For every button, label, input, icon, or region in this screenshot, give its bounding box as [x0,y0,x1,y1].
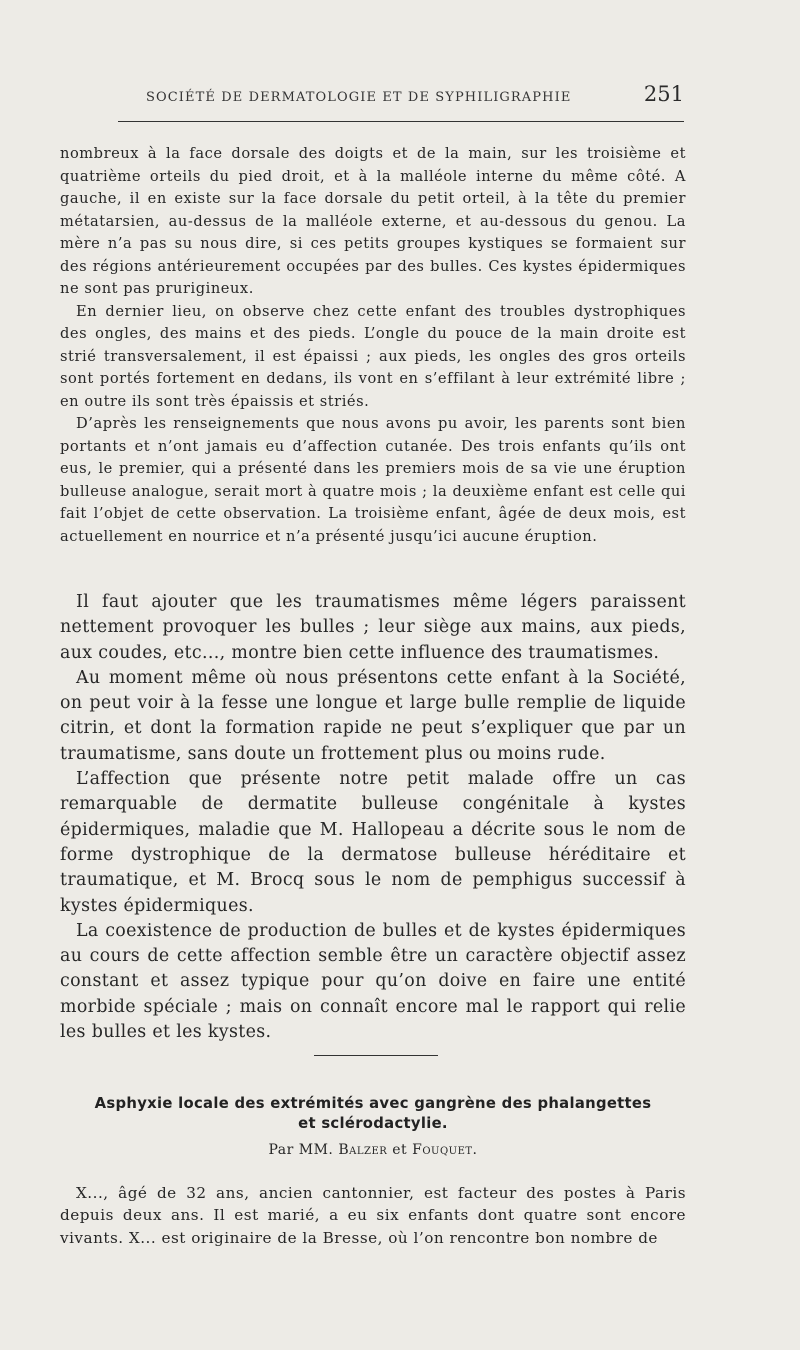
running-title: SOCIÉTÉ DE DERMATOLOGIE ET DE SYPHILIGRAPHIE [146,90,572,105]
paragraph: Il faut ajouter que les traumatismes même légers paraissent nettement provoquer les bulles ; leur siège aux mains, aux pieds, aux coudes, etc..., montre bien cette influence des traumatismes. [60,592,686,663]
article-body [60,1182,686,1249]
byline-conjunction: et [392,1142,408,1158]
paragraph: En dernier lieu, on observe chez cette enfant des troubles dystrophiques des ongles, des mains et des pieds. L’ongle du pouce de la main droite est strié transversalement, il est épaissi ; aux pieds, les ongles des gros orteils sont portés fortement en dedans, ils vont en s’effilant à leur extrémité libre ; en outre ils sont très épaissis et striés. [60,302,686,410]
observation-text [60,143,686,548]
paragraph: X..., âgé de 32 ans, ancien cantonnier, est facteur des postes à Paris depuis deux ans. Il est marié, a eu six enfants dont quatre sont encore vivants. X... est originaire de la Bresse, où l’on rencontre bon nombre de [60,1184,686,1247]
page-header [60,84,684,112]
byline-prefix: Par MM. [268,1142,334,1158]
paragraph: L’affection que présente notre petit malade offre un cas remarquable de dermatite bulleuse congénitale à kystes épidermiques, maladie que M. Hallopeau a décrite sous le nom de forme dystrophique de la dermatose bulleuse héréditaire et traumatique, et M. Brocq sous le nom de pemphigus successif à kystes épidermiques. [60,769,686,916]
paragraph: La coexistence de production de bulles et de kystes épidermiques au cours de cette affection semble être un caractère objectif assez constant et assez typique pour qu’on doive en faire une entité morbide spéciale ; mais on connaît encore mal le rapport qui relie les bulles et les kystes. [60,920,686,1043]
discussion-text [60,590,686,1045]
paragraph: D’après les renseignements que nous avons pu avoir, les parents sont bien portants et n’ont jamais eu d’affection cutanée. Des trois enfants qu’ils ont eus, le premier, qui a présenté dans les premiers mois de sa vie une éruption bulleuse analogue, serait mort à quatre mois ; la deuxième enfant est celle qui fait l’objet de cette observation. La troisième enfant, âgée de deux mois, est actuellement en nourrice et n’a présenté jusqu’ici aucune éruption. [60,415,686,545]
paragraph: nombreux à la face dorsale des doigts et de la main, sur les troisième et quatrième orteils du pied droit, et à la malléole interne du même côté. A gauche, il en existe sur la face dorsale du petit orteil, à la tête du premier métatarsien, au-dessus de la malléole externe, et au-dessous du genou. La mère n’a pas su nous dire, si ces petits groupes kystiques se formaient sur des régions antérieurement occupées par des bulles. Ces kystes épidermiques ne sont pas prurigineux. [60,145,686,297]
paragraph: Au moment même où nous présentons cette enfant à la Société, on peut voir à la fesse une longue et large bulle remplie de liquide citrin, et dont la formation rapide ne peut s’expliquer que par un traumatisme, sans doute un frottement plus ou moins rude. [60,667,686,764]
author-name: Fouquet. [412,1142,478,1158]
page-number: 251 [643,82,684,106]
article-title-line: Asphyxie locale des extrémités avec gangrène des phalangettes [94,1095,652,1112]
section-divider [314,1055,438,1056]
article-title [60,1094,686,1134]
article-title-line: et sclérodactylie. [298,1115,448,1132]
byline [60,1142,686,1158]
author-name: Balzer [338,1142,388,1158]
header-rule [118,121,684,122]
